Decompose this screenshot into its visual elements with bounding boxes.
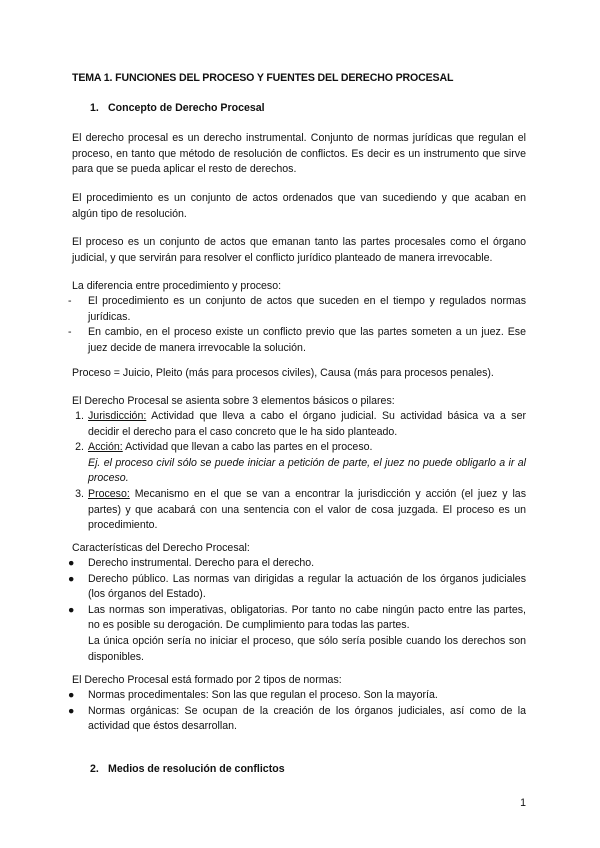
list-item <box>68 556 526 572</box>
bullet-marker: ● <box>68 704 75 717</box>
characteristics-extra: La única opción sería no iniciar el proceso, que sólo sería posible cuando los derechos son disponibles. <box>88 634 526 663</box>
section-1-number: 1. <box>90 102 99 114</box>
characteristics-list <box>68 556 526 665</box>
paragraph-derecho-procesal: El derecho procesal es un derecho instrumental. Conjunto de normas jurídicas que regulan el proceso, en tanto que método de resolución de conflictos. Es decir es un instrumento que sirve para que se pueda aplicar el resto de derechos. <box>72 132 526 176</box>
norms-list <box>68 688 526 735</box>
elements-intro: El Derecho Procesal se asienta sobre 3 elementos básicos o pilares: <box>72 395 395 407</box>
paragraph-proceso: El proceso es un conjunto de actos que emanan tanto las partes procesales como el órgano judicial, y que servirán para resolver el conflicto jurídico planteado de manera irrevocable. <box>72 236 526 264</box>
element-text: Mecanismo en el que se van a encontrar la jurisdicción y acción (el juez y las partes) y que acabará con una sentencia con el valor de cosa juzgada. El proceso es un procedimiento. <box>88 487 526 532</box>
list-item <box>68 704 526 735</box>
bullet-marker: ● <box>68 572 75 585</box>
list-item <box>68 688 526 704</box>
paragraph-procedimiento: El procedimiento es un conjunto de actos ordenados que van sucediendo y que acaban en algún tipo de resolución. <box>72 192 526 220</box>
element-text: Actividad que lleva a cabo el órgano judicial. Su actividad básica va a ser decidir el derecho para el caso concreto que le ha sido planteado. <box>88 410 526 438</box>
section-2-number: 2. <box>90 763 99 775</box>
list-item <box>68 572 526 603</box>
list-item-text: Derecho público. Las normas van dirigidas a regular la actuación de los órganos judiciales (los órganos del Estado). <box>88 572 526 601</box>
list-item-text: En cambio, en el proceso existe un conflicto previo que las partes someten a un juez. Ese juez decide de manera irrevocable la solución. <box>88 326 526 354</box>
norms-intro: El Derecho Procesal está formado por 2 tipos de normas: <box>72 674 342 686</box>
dash-marker: - <box>68 295 72 307</box>
element-term-jurisdiccion: Jurisdicción: <box>88 410 147 422</box>
element-text: Actividad que llevan a cabo las partes en el proceso. <box>122 441 373 454</box>
list-item-text: Las normas son imperativas, obligatorias. Por tanto no cabe ningún pacto entre las partes, no es posible su derogación. De cumplimiento para todas las partes. <box>88 603 526 632</box>
list-item <box>68 325 526 356</box>
difference-list <box>68 294 526 356</box>
list-item-text: Derecho instrumental. Derecho para el derecho. <box>88 557 315 569</box>
element-example: Ej. el proceso civil sólo se puede iniciar a petición de parte, el juez no puede obligarlo a ir al proceso. <box>88 456 526 485</box>
difference-intro: La diferencia entre procedimiento y proceso: <box>72 280 282 292</box>
element-term-proceso: Proceso: <box>88 487 130 500</box>
list-item <box>75 440 526 487</box>
list-item <box>75 487 526 534</box>
list-item <box>75 409 526 440</box>
elements-list <box>75 409 526 534</box>
list-number: 1. <box>75 410 84 422</box>
page-number: 1 <box>520 797 526 809</box>
section-2-heading: Medios de resolución de conflictos <box>108 763 285 775</box>
document-title: TEMA 1. FUNCIONES DEL PROCESO Y FUENTES DEL DERECHO PROCESAL <box>72 72 454 84</box>
list-number: 3. <box>75 487 84 500</box>
bullet-marker: ● <box>68 603 75 616</box>
list-number: 2. <box>75 441 84 454</box>
list-item <box>68 603 526 665</box>
section-1-heading: Concepto de Derecho Procesal <box>108 102 265 114</box>
list-item-text: Normas procedimentales: Son las que regulan el proceso. Son la mayoría. <box>88 689 438 701</box>
dash-marker: - <box>68 326 72 339</box>
bullet-marker: ● <box>68 557 75 569</box>
characteristics-intro: Características del Derecho Procesal: <box>72 542 250 554</box>
list-item <box>68 294 526 325</box>
list-item-text: El procedimiento es un conjunto de actos que suceden en el tiempo y regulados normas jurídicas. <box>88 295 526 323</box>
element-term-accion: Acción: <box>88 441 123 454</box>
list-item-text: Normas orgánicas: Se ocupan de la creación de los órganos judiciales, así como de la actividad que éstos desarrollan. <box>88 704 526 733</box>
paragraph-equivalence: Proceso = Juicio, Pleito (más para procesos civiles), Causa (más para procesos penales). <box>72 367 494 379</box>
bullet-marker: ● <box>68 689 75 701</box>
